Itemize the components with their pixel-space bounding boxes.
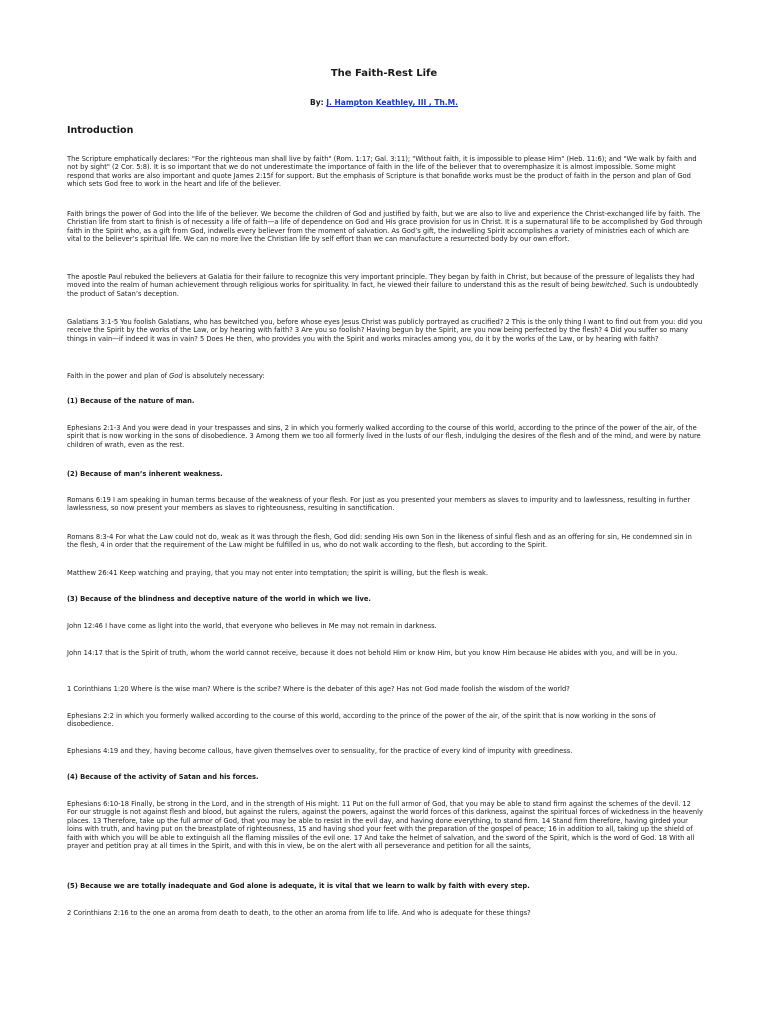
paragraph-ephesians-2-1-3: Ephesians 2:1-3 And you were dead in your trespasses and sins, 2 in which you formerly walked according to the course of this world, according to the prince of the power of the air, of the spirit that is now working in the sons of disobedience. 3 Among them we too all formerly lived in the lusts of our flesh, indulging the desires of the flesh and of the mind, and were by nature children of wrath, even as the rest.	[67, 424, 701, 449]
paragraph-matthew-26-41: Matthew 26:41 Keep watching and praying, that you may not enter into temptation; the spirit is willing, but the flesh is weak.	[67, 569, 489, 577]
byline	[0, 98, 768, 107]
subheading-inherent-weakness: (2) Because of man’s inherent weakness.	[67, 470, 223, 478]
paragraph-1-corinthians-1-20: 1 Corinthians 1:20 Where is the wise man? Where is the scribe? Where is the debater of this age? Has not God made foolish the wisdom of the world?	[67, 685, 570, 693]
paragraph-ephesians-6-10-18: Ephesians 6:10-18 Finally, be strong in the Lord, and in the strength of His might. 11 Put on the full armor of God, that you may be able to stand firm against the schemes of the devil. 12 For our struggle is not against flesh and blood, but against the rulers, against the powers, against the world forces of this darkness, against the spiritual forces of wickedness in the heavenly places. 13 Therefore, take up the full armor of God, that you may be able to resist in the evil day, and having done everything, to stand firm. 14 Stand firm therefore, having girded your loins with truth, and having put on the breastplate of righteousness, 15 and having shod your feet with the preparation of the gospel of peace; 16 in addition to all, taking up the shield of faith with which you will be able to extinguish all the flaming missiles of the evil one. 17 And take the helmet of salvation, and the sword of the Spirit, which is the word of God. 18 With all prayer and petition pray at all times in the Spirit, and with this in view, be on the alert with all perseverance and petition for all the saints,	[67, 800, 703, 851]
paragraph-galatians-rebuke-start: The apostle Paul rebuked the believers at Galatia for their failure to recognize this very important principle. They began by faith in Christ, but because of the pressure of legalists they had moved into the realm of human achievement through religious works for spirituality. In fact, he viewed their failure to understand this as the result of being	[67, 273, 695, 290]
emphasis-bewitched: bewitched	[591, 281, 626, 290]
byline-prefix: By:	[310, 98, 324, 107]
paragraph-ephesians-4-19: Ephesians 4:19 and they, having become callous, have given themselves over to sensuality, for the practice of every kind of impurity with greediness.	[67, 747, 573, 755]
subheading-blindness-of-world: (3) Because of the blindness and deceptive nature of the world in which we live.	[67, 595, 371, 603]
paragraph-2-corinthians-2-16: 2 Corinthians 2:16 to the one an aroma from death to death, to the other an aroma from life to life. And who is adequate for these things?	[67, 909, 531, 917]
subheading-nature-of-man: (1) Because of the nature of man.	[67, 397, 195, 405]
paragraph-faith-necessary-end: is absolutely necessary:	[182, 372, 265, 380]
paragraph-faith-necessary-start: Faith in the power and plan of	[67, 372, 170, 380]
subheading-activity-of-satan: (4) Because of the activity of Satan and his forces.	[67, 773, 259, 781]
paragraph-john-12-46: John 12:46 I have come as light into the world, that everyone who believes in Me may not remain in darkness.	[67, 622, 437, 630]
paragraph-ephesians-2-2: Ephesians 2:2 in which you formerly walked according to the course of this world, according to the prince of the power of the air, of the spirit that is now working in the sons of disobedience.	[67, 712, 656, 729]
page-title: The Faith-Rest Life	[330, 68, 438, 79]
author-link[interactable]: J. Hampton Keathley, III , Th.M.	[326, 98, 458, 107]
section-heading-introduction: Introduction	[67, 125, 134, 136]
paragraph-faith-brings-power: Faith brings the power of God into the life of the believer. We become the children of God and justified by faith, but we are also to live and experience the Christ-exchanged life by faith. The Christian life from start to finish is of necessity a life of faith—a life of dependence on God and His grace provision for us in Christ. It is a supernatural life to be accomplished by God through faith in the Spirit who, as a gift from God, indwells every believer from the moment of salvation. As God’s gift, the indwelling Spirit accomplishes a variety of ministries each of which are vital to the believer’s spiritual life. We can no more live the Christian life by self effort than we can manufacture a resurrected body by our own effort.	[67, 210, 703, 244]
paragraph-galatians-3-1-5: Galatians 3:1-5 You foolish Galatians, who has bewitched you, before whose eyes Jesus Christ was publicly portrayed as crucified? 2 This is the only thing I want to find out from you: did you receive the Spirit by the works of the Law, or by hearing with faith? 3 Are you so foolish? Having begun by the Spirit, are you now being perfected by the flesh? 4 Did you suffer so many things in vain—if indeed it was in vain? 5 Does He then, who provides you with the Spirit and works miracles among you, do it by the works of the Law, or by hearing with faith?	[67, 318, 703, 343]
paragraph-romans-6-19: Romans 6:19 I am speaking in human terms because of the weakness of your flesh. For just as you presented your members as slaves to impurity and to lawlessness, resulting in further lawlessness, so now present your members as slaves to righteousness, resulting in sanctification.	[67, 496, 691, 513]
paragraph-galatians-rebuke	[67, 273, 703, 298]
paragraph-scripture-declares: The Scripture emphatically declares: "For the righteous man shall live by faith" (Rom. 1:17; Gal. 3:11); "Without faith, it is impossible to please Him" (Heb. 11:6); and "We walk by faith and not by sight" (2 Cor. 5:8). It is so important that we do not underestimate the importance of faith in the life of the believer that to overemphasize it is almost impossible. Some might respond that works are also important and quote James 2:15f for support. But the emphasis of Scripture is that bonafide works must be the product of faith in the person and plan of God which sets God free to work in the heart and life of the believer.	[67, 155, 697, 189]
paragraph-john-14-17: John 14:17 that is the Spirit of truth, whom the world cannot receive, because it does not behold Him or know Him, but you know Him because He abides with you, and will be in you.	[67, 649, 678, 657]
paragraph-faith-necessary	[67, 372, 703, 380]
subheading-totally-inadequate: (5) Because we are totally inadequate and God alone is adequate, it is vital that we learn to walk by faith with every step.	[67, 882, 530, 890]
paragraph-romans-8-3-4: Romans 8:3-4 For what the Law could not do, weak as it was through the flesh, God did: sending His own Son in the likeness of sinful flesh and as an offering for sin, He condemned sin in the flesh, 4 in order that the requirement of the Law might be fulfilled in us, who do not walk according to the flesh, but according to the Spirit.	[67, 533, 692, 550]
emphasis-god: God	[169, 372, 183, 380]
paragraph-galatians-rebuke-end: . Such is undoubtedly the product of Satan’s deception.	[67, 281, 699, 298]
